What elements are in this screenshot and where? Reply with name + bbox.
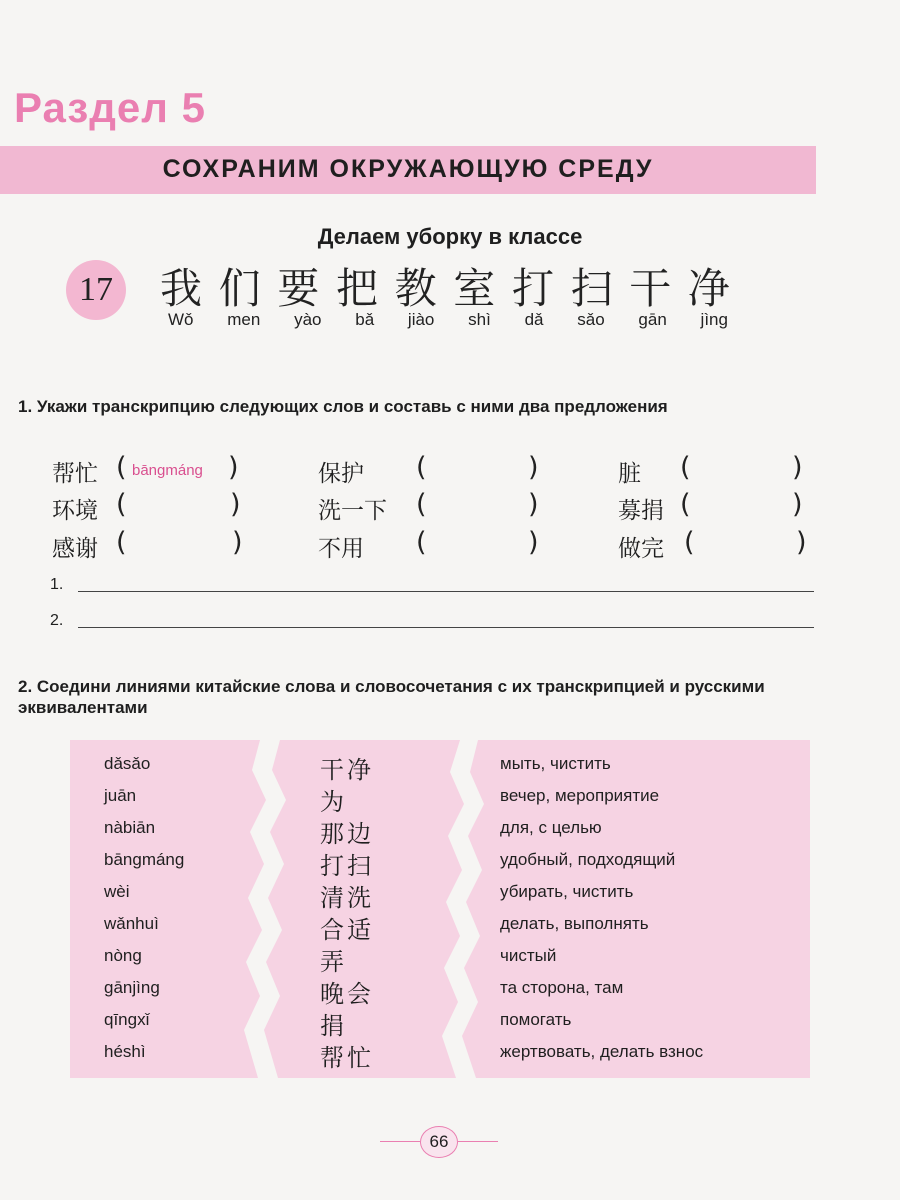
matching-row: [70, 782, 810, 816]
match-russian[interactable]: убирать, чистить: [500, 882, 634, 901]
word-hanzi: 不用: [318, 536, 364, 562]
lesson-pinyin-syllable: men: [227, 310, 261, 329]
paren-close: ): [228, 452, 239, 483]
paren-open: (: [416, 452, 427, 483]
match-pinyin[interactable]: gānjìng: [104, 978, 160, 997]
lesson-hanzi-char: 们: [218, 264, 261, 313]
match-hanzi[interactable]: 帮忙: [320, 1044, 374, 1072]
lesson-title-hanzi: [160, 256, 730, 316]
match-hanzi[interactable]: 弄: [320, 948, 347, 976]
match-hanzi[interactable]: 打扫: [320, 852, 374, 880]
paren-close: ): [528, 527, 539, 558]
lesson-hanzi-char: 室: [453, 264, 496, 313]
lesson-pinyin-syllable: gān: [638, 310, 667, 329]
match-russian[interactable]: та сторона, там: [500, 978, 624, 997]
lesson-pinyin-syllable: shì: [468, 310, 491, 329]
lesson-pinyin-syllable: jiào: [407, 310, 435, 329]
lesson-pinyin-syllable: Wǒ: [168, 310, 194, 329]
paren-close: ): [232, 527, 243, 558]
match-pinyin[interactable]: nàbiān: [104, 818, 156, 837]
matching-row: [70, 1006, 810, 1040]
lesson-pinyin-syllable: sǎo: [577, 310, 605, 329]
match-russian[interactable]: помогать: [500, 1010, 572, 1029]
word-hanzi: 洗一下: [318, 498, 387, 524]
page-number-rule-left: [380, 1141, 420, 1142]
match-hanzi[interactable]: 晚会: [320, 980, 374, 1008]
word-hanzi: 募捐: [618, 498, 664, 524]
match-pinyin[interactable]: wǎnhuì: [104, 914, 159, 933]
matching-row: [70, 846, 810, 880]
lesson-hanzi-char: 把: [335, 264, 378, 313]
lesson-pinyin-syllable: jìng: [700, 310, 728, 329]
sentence-line-number: 2.: [50, 612, 64, 629]
match-russian[interactable]: мыть, чистить: [500, 754, 611, 773]
match-hanzi[interactable]: 合适: [320, 916, 374, 944]
match-pinyin[interactable]: bāngmáng: [104, 850, 185, 869]
sentence-line-number: 1.: [50, 576, 64, 593]
match-pinyin[interactable]: qīngxǐ: [104, 1010, 150, 1029]
word-hanzi: 保护: [318, 461, 364, 487]
paren-open: (: [680, 452, 691, 483]
paren-close: ): [528, 489, 539, 520]
lesson-hanzi-char: 我: [160, 264, 203, 313]
paren-open: (: [416, 489, 427, 520]
match-hanzi[interactable]: 干净: [320, 756, 374, 784]
match-russian[interactable]: жертвовать, делать взнос: [500, 1042, 704, 1061]
lesson-pinyin-syllable: dǎ: [524, 310, 544, 329]
word-pinyin-answer[interactable]: bāngmáng: [132, 462, 203, 479]
matching-row: [70, 878, 810, 912]
sentence-write-line[interactable]: [78, 626, 814, 628]
match-russian[interactable]: вечер, мероприятие: [500, 786, 660, 805]
lesson-number-badge: 17: [66, 260, 126, 320]
paren-open: (: [684, 527, 695, 558]
sentence-write-line[interactable]: [78, 590, 814, 592]
page-number: 66: [420, 1126, 458, 1158]
matching-row: [70, 814, 810, 848]
paren-close: ): [792, 489, 803, 520]
lesson-hanzi-char: 教: [394, 264, 437, 313]
lesson-pinyin-syllable: bǎ: [355, 310, 375, 329]
matching-row: [70, 1038, 810, 1072]
lesson-hanzi-char: 扫: [570, 264, 613, 313]
match-russian[interactable]: чистый: [500, 946, 557, 965]
section-title: Раздел 5: [14, 84, 206, 131]
match-russian[interactable]: делать, выполнять: [500, 914, 649, 933]
word-hanzi: 环境: [52, 498, 98, 524]
match-pinyin[interactable]: nòng: [104, 946, 142, 965]
lesson-title-pinyin: [168, 310, 728, 330]
paren-close: ): [792, 452, 803, 483]
word-hanzi: 做完: [618, 536, 664, 562]
word-hanzi: 脏: [618, 461, 641, 487]
lesson-hanzi-char: 净: [687, 264, 730, 313]
paren-open: (: [116, 452, 127, 483]
lesson-pinyin-syllable: yào: [294, 310, 322, 329]
paren-close: ): [796, 527, 807, 558]
match-hanzi[interactable]: 捐: [320, 1012, 347, 1040]
match-pinyin[interactable]: juān: [104, 786, 137, 805]
match-hanzi[interactable]: 那边: [320, 820, 374, 848]
match-pinyin[interactable]: héshì: [104, 1042, 146, 1061]
lesson-hanzi-char: 打: [511, 264, 554, 313]
word-hanzi: 感谢: [52, 536, 98, 562]
page-number-rule-right: [458, 1141, 498, 1142]
lesson-title-ru: Делаем уборку в классе: [317, 224, 583, 249]
page-number-area: [380, 1122, 500, 1162]
task2-instruction: 2. Соедини линиями китайские слова и словосочетания с их транскрипцией и русскими эквивалентами: [18, 677, 765, 717]
lesson-hanzi-char: 干: [629, 264, 672, 313]
match-hanzi[interactable]: 清洗: [320, 884, 374, 912]
paren-close: ): [528, 452, 539, 483]
paren-open: (: [416, 527, 427, 558]
paren-open: (: [680, 489, 691, 520]
matching-row: [70, 942, 810, 976]
paren-open: (: [116, 489, 127, 520]
task1-instruction: 1. Укажи транскрипцию следующих слов и составь с ними два предложения: [18, 397, 668, 416]
matching-row: [70, 910, 810, 944]
match-hanzi[interactable]: 为: [320, 788, 347, 816]
word-hanzi: 帮忙: [52, 461, 98, 487]
match-pinyin[interactable]: dǎsǎo: [104, 754, 151, 773]
matching-row: [70, 750, 810, 784]
match-russian[interactable]: удобный, подходящий: [500, 850, 676, 869]
section-subtitle: СОХРАНИМ ОКРУЖАЮЩУЮ СРЕДУ: [162, 155, 654, 183]
match-russian[interactable]: для, с целью: [500, 818, 602, 837]
lesson-hanzi-char: 要: [277, 264, 320, 313]
matching-row: [70, 974, 810, 1008]
match-pinyin[interactable]: wèi: [104, 882, 130, 901]
paren-close: ): [230, 489, 241, 520]
paren-open: (: [116, 527, 127, 558]
